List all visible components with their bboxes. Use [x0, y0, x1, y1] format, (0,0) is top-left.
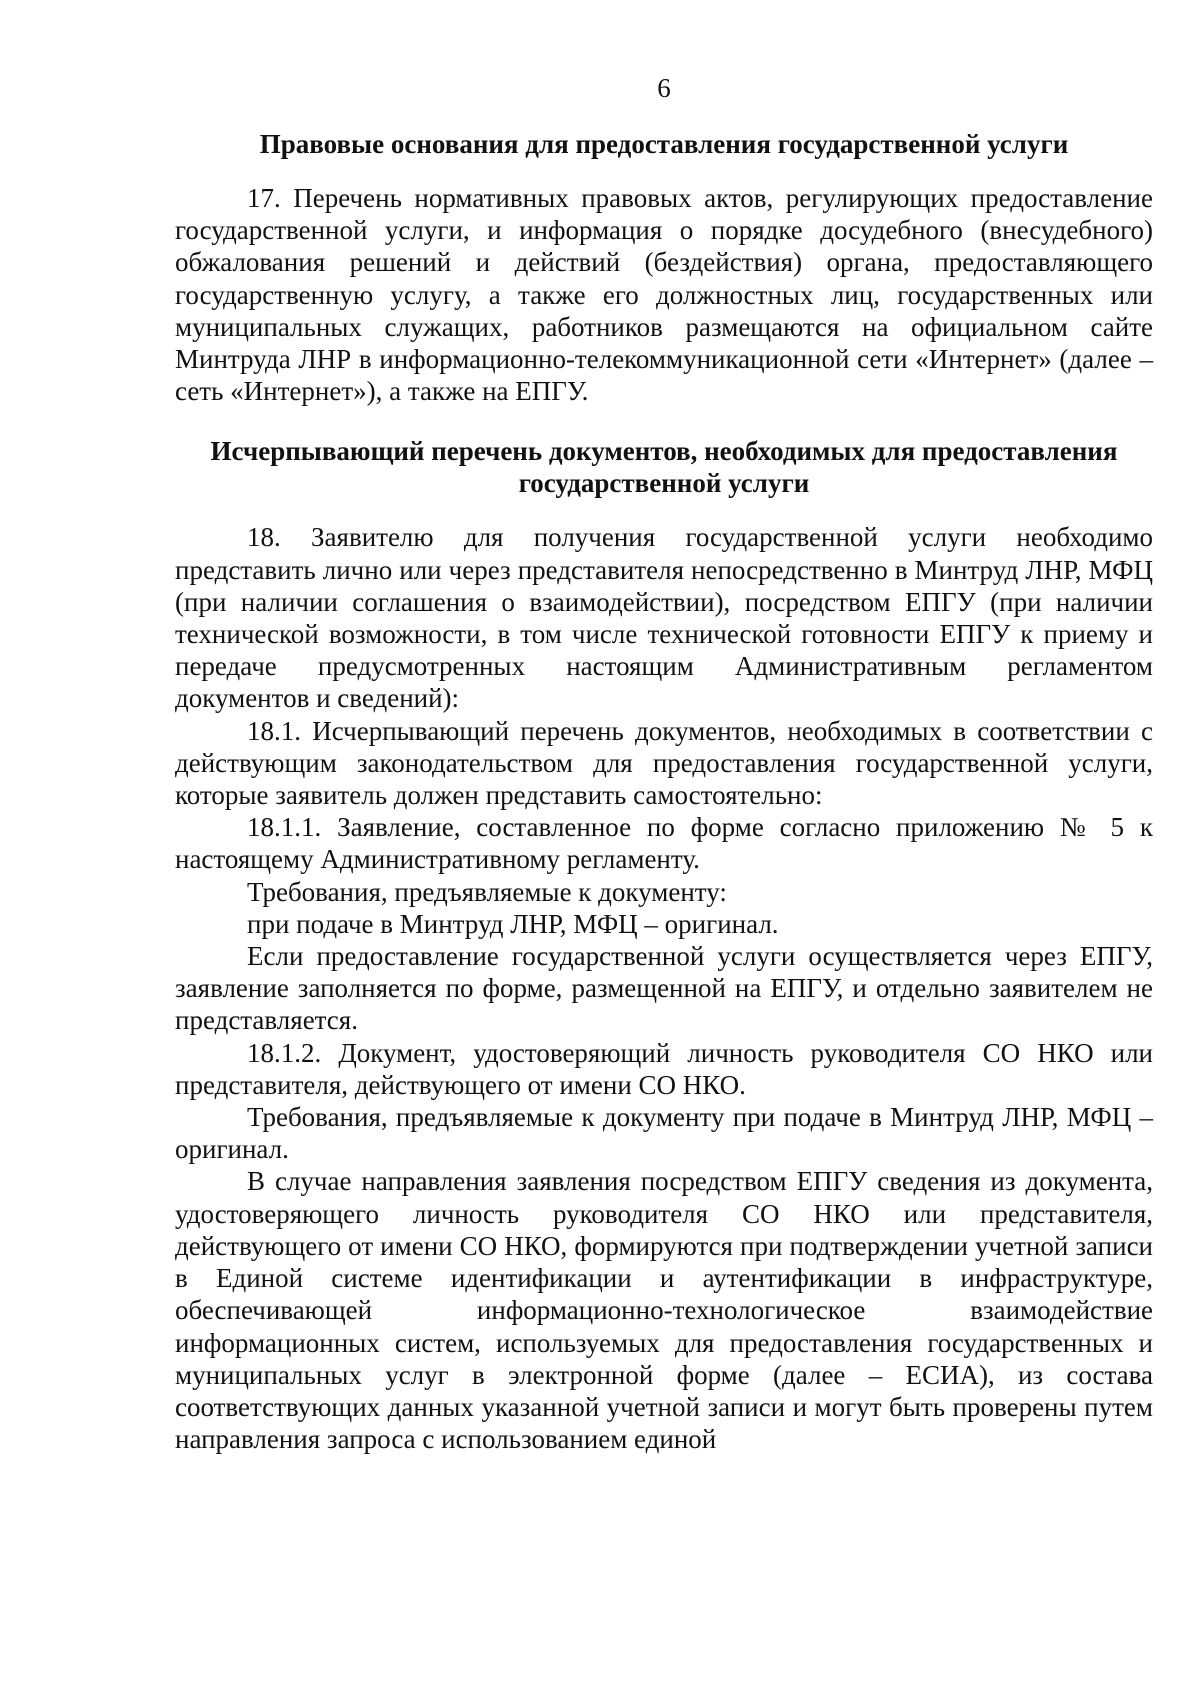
paragraph-18-1: 18.1. Исчерпывающий перечень документов, необходимых в соответствии с действующим законодательством для предоставления государственной услуги, которые заявитель должен представить самостоятельно: [175, 715, 1153, 811]
paragraph-18-1-1: 18.1.1. Заявление, составленное по форме согласно приложению № 5 к настоящему Административному регламенту. [175, 812, 1153, 875]
paragraph-requirements-1: Требования, предъявляемые к документу: [247, 876, 727, 907]
section-heading-legal-basis: Правовые основания для предоставления государственной услуги [259, 129, 1069, 159]
paragraph-esia: В случае направления заявления посредством ЕПГУ сведения из документа, удостоверяющего личность руководителя СО НКО или представителя, действующего от имени СО НКО, формируются при подтверждении учетной записи в Единой системе идентификации и аутентификации в инфраструктуре, обеспечивающей информационно-технологическое взаимодействие информационных систем, используемых для предоставления государственных и муниципальных услуг в электронной форме (далее – ЕСИА), из состава соответствующих данных указанной учетной записи и могут быть проверены путем направления запроса с использованием единой [175, 1166, 1153, 1455]
document-content [175, 128, 1153, 1455]
paragraph-original-1: при подаче в Минтруд ЛНР, МФЦ – оригинал. [247, 908, 779, 939]
paragraph-17: 17. Перечень нормативных правовых актов, регулирующих предоставление государственной услуги, и информация о порядке досудебного (внесудебного) обжалования решений и действий (бездействия) органа, предоставляющего государственную услугу, а также его должностных лиц, государственных или муниципальных служащих, работников размещаются на официальном сайте Минтруда ЛНР в информационно-телекоммуникационной сети «Интернет» (далее – сеть «Интернет»), а также на ЕПГУ. [175, 183, 1153, 407]
paragraph-18-1-2: 18.1.2. Документ, удостоверяющий личность руководителя СО НКО или представителя, действующего от имени СО НКО. [175, 1037, 1153, 1100]
paragraph-requirements-2: Требования, предъявляемые к документу при подаче в Минтруд ЛНР, МФЦ – оригинал. [175, 1102, 1153, 1165]
paragraph-18: 18. Заявителю для получения государственной услуги необходимо представить лично или через представителя непосредственно в Минтруд ЛНР, МФЦ (при наличии соглашения о взаимодействии), посредством ЕПГУ (при наличии технической возможности, в том числе технической готовности ЕПГУ к приему и передаче предусмотренных настоящим Административным регламентом документов и сведений): [175, 522, 1153, 714]
paragraph-epgu-application: Если предоставление государственной услуги осуществляется через ЕПГУ, заявление заполняется по форме, размещенной на ЕПГУ, и отдельно заявителем не представляется. [175, 941, 1153, 1036]
section-heading-documents-list: Исчерпывающий перечень документов, необходимых для предоставления государственной услуги [210, 436, 1118, 499]
page-number: 6 [657, 73, 671, 103]
